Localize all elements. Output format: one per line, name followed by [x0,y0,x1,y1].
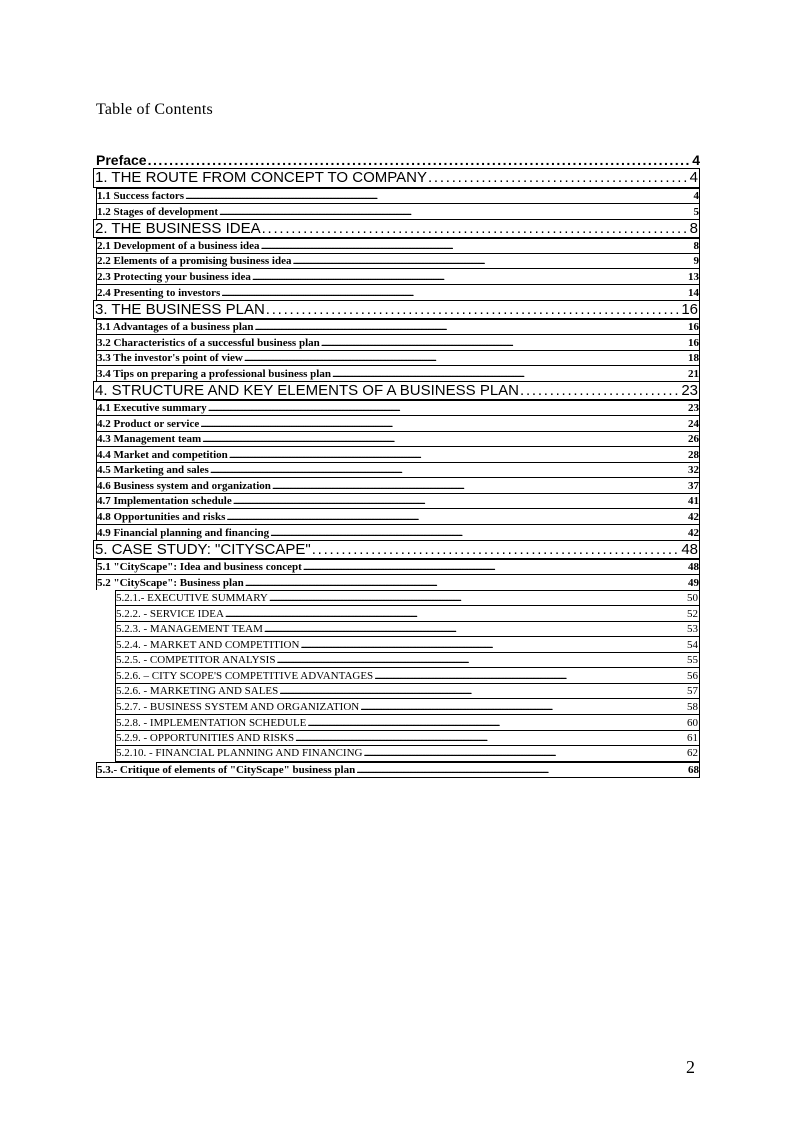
toc-entry-label: 5.2.7. - BUSINESS SYSTEM AND ORGANIZATION [116,701,360,713]
toc-entry-label: Preface [96,152,147,168]
toc-entry-label: 4.1 Executive summary [97,402,207,414]
toc-title: Table of Contents [96,101,213,118]
dot-leader [148,153,692,168]
toc-entry-page: 8 [693,240,699,252]
toc-entry-page: 26 [688,433,699,445]
toc-entry-label: 3.4 Tips on preparing a professional business plan [97,368,331,380]
dot-leader [262,220,689,237]
dot-leader [264,623,686,636]
toc-entry[interactable] [96,188,700,203]
dot-leader [374,669,686,683]
dot-leader [185,190,692,203]
toc-entry-label: 2. THE BUSINESS IDEA [95,220,261,237]
toc-entry[interactable] [96,400,700,415]
dot-leader [312,541,681,558]
dot-leader [307,716,686,730]
dot-leader [520,382,680,399]
toc-entry[interactable] [96,559,700,574]
toc-entry[interactable] [115,667,700,683]
dot-leader [252,270,687,284]
dot-leader [300,638,686,652]
toc-entry[interactable] [96,415,700,431]
toc-entry-page: 8 [689,220,698,237]
toc-entry-label: 2.4 Presenting to investors [97,287,221,299]
dot-leader [233,495,687,508]
toc-entry[interactable] [93,168,700,188]
toc-entry-label: 5.2.3. - MANAGEMENT TEAM [116,623,263,635]
dot-leader [295,732,686,745]
toc-entry-label: 5.2.9. - OPPORTUNITIES AND RISKS [116,732,295,744]
toc-entry[interactable] [96,431,700,446]
dot-leader [221,286,687,300]
dot-leader [321,336,687,350]
toc-entry[interactable] [115,714,700,730]
toc-entry-page: 55 [687,654,698,666]
toc-entry-label: 4.6 Business system and organization [97,480,271,492]
toc-entry[interactable] [96,508,700,524]
toc-entry-label: 5.2.5. - COMPETITOR ANALYSIS [116,654,276,666]
toc-entry-page: 32 [688,464,699,476]
toc-entry-page: 48 [688,561,699,573]
toc-entry[interactable] [93,300,700,319]
dot-leader [226,510,687,524]
toc-entry-label: 3.1 Advantages of a business plan [97,321,254,333]
toc-entry[interactable] [96,151,700,168]
toc-entry-page: 21 [688,368,699,380]
toc-entry-label: 3.3 The investor's point of view [97,352,243,364]
toc-entry-page: 24 [688,418,699,430]
toc-entry-label: 1.1 Success factors [97,190,185,202]
dot-leader [202,433,687,446]
dot-leader [219,205,693,219]
toc-entry-page: 61 [687,732,698,744]
toc-entry[interactable] [96,477,700,493]
toc-entry-page: 16 [688,321,699,333]
toc-entry-page: 5 [693,206,699,218]
dot-leader [356,763,687,777]
toc-entry-label: 4.7 Implementation schedule [97,495,232,507]
dot-leader [200,417,687,431]
page-number: 2 [686,1057,695,1077]
toc-entry[interactable] [115,605,700,621]
toc-entry-page: 16 [688,337,699,349]
toc-entry-page: 68 [688,764,699,776]
toc-entry[interactable] [115,621,700,636]
toc-entry-label: 3.2 Characteristics of a successful business plan [97,337,320,349]
dot-leader [266,301,681,318]
toc-entry[interactable] [115,683,700,698]
toc-entry[interactable] [115,698,700,714]
toc-entry-page: 60 [687,717,698,729]
toc-entry-label: 1. THE ROUTE FROM CONCEPT TO COMPANY [95,169,427,186]
toc-entry[interactable] [96,238,700,253]
toc-entry-page: 23 [688,402,699,414]
toc-entry[interactable] [115,730,700,745]
dot-leader [276,654,686,667]
toc-entry[interactable] [96,334,700,350]
dot-leader [244,352,687,365]
toc-entry-page: 57 [687,685,698,697]
dot-leader [245,576,687,590]
toc-entry[interactable] [96,284,700,300]
toc-entry-label: 5. CASE STUDY: "CITYSCAPE" [95,541,311,558]
toc-entry-page: 41 [688,495,699,507]
toc-entry-page: 54 [687,639,698,651]
toc-entry[interactable] [115,745,700,762]
toc-entry-page: 18 [688,352,699,364]
toc-entry[interactable] [96,493,700,508]
toc-entry[interactable] [96,365,700,381]
toc-entry-page: 14 [688,287,699,299]
toc-entry-label: 2.2 Elements of a promising business idea [97,255,292,267]
toc-entry[interactable] [96,574,700,590]
toc-entry-page: 53 [687,623,698,635]
toc-entry-page: 52 [687,608,698,620]
toc-entry-label: 5.2.1.- EXECUTIVE SUMMARY [116,592,268,604]
toc-entry[interactable] [96,268,700,284]
toc-entry[interactable] [96,319,700,334]
toc-entry-page: 58 [687,701,698,713]
dot-leader [261,240,693,253]
toc-entry-page: 16 [681,301,698,318]
dot-leader [255,321,688,334]
dot-leader [292,255,692,268]
toc-entry[interactable] [96,253,700,268]
dot-leader [225,607,686,621]
toc-entry-label: 4.4 Market and competition [97,449,228,461]
toc-entry-page: 42 [688,527,699,539]
toc-entry[interactable] [96,350,700,365]
toc-entry-label: 5.2.6. - MARKETING AND SALES [116,685,279,697]
toc-entry[interactable] [96,462,700,477]
dot-leader [363,746,686,761]
toc-entry-label: 2.1 Development of a business idea [97,240,260,252]
dot-leader [208,402,687,415]
toc-entry-page: 48 [681,541,698,558]
dot-leader [272,479,687,493]
toc-entry-label: 2.3 Protecting your business idea [97,271,251,283]
toc-entry-label: 4.2 Product or service [97,418,200,430]
toc-entry-label: 1.2 Stages of development [97,206,218,218]
toc-entry-label: 5.2.4. - MARKET AND COMPETITION [116,639,300,651]
dot-leader [428,169,689,187]
dot-leader [303,561,687,574]
toc-entry-label: 4. STRUCTURE AND KEY ELEMENTS OF A BUSINESS PLAN [95,382,520,399]
dot-leader [269,592,686,605]
toc-entry-page: 23 [681,382,698,399]
toc-entry[interactable] [115,652,700,667]
toc-entry[interactable] [115,590,700,605]
toc-entry-label: 4.9 Financial planning and financing [97,527,270,539]
toc-entry-page: 37 [688,480,699,492]
dot-leader [210,464,687,477]
toc-entry-label: 4.5 Marketing and sales [97,464,209,476]
toc-entry[interactable] [93,381,700,400]
toc-entry-label: 5.2 "CityScape": Business plan [97,577,244,589]
toc-entry[interactable] [93,219,700,238]
toc-entry-page: 4 [692,152,700,168]
toc-entry-label: 4.3 Management team [97,433,202,445]
toc-entry[interactable] [96,762,700,778]
toc-entry[interactable] [96,203,700,219]
toc-entry-label: 5.2.10. - FINANCIAL PLANNING AND FINANCING [116,747,363,759]
toc-entry[interactable] [96,524,700,540]
toc-entry[interactable] [115,636,700,652]
dot-leader [332,367,687,381]
toc-entry[interactable] [93,540,700,559]
toc-entry-page: 62 [687,747,698,759]
toc-entry-label: 5.2.2. - SERVICE IDEA [116,608,224,620]
toc-entry-label: 5.3.- Critique of elements of "CityScape" business plan [97,764,356,776]
toc-entry-page: 9 [693,255,699,267]
dot-leader [360,700,686,714]
toc-entry-label: 3. THE BUSINESS PLAN [95,301,265,318]
dot-leader [229,448,687,462]
dot-leader [279,685,686,698]
toc-entry-page: 4 [689,169,698,186]
toc-entry-page: 13 [688,271,699,283]
toc-entry-page: 4 [693,190,699,202]
toc-entry-label: 5.2.6. – CITY SCOPE'S COMPETITIVE ADVANTAGES [116,670,374,682]
toc-entry-page: 42 [688,511,699,523]
toc-entry-page: 50 [687,592,698,604]
toc-entry-label: 4.8 Opportunities and risks [97,511,226,523]
toc-entry-page: 49 [688,577,699,589]
dot-leader [270,526,687,540]
toc-entry-label: 5.1 "CityScape": Idea and business concept [97,561,302,573]
toc-entry-page: 28 [688,449,699,461]
toc-entry-page: 56 [687,670,698,682]
toc-entry[interactable] [96,446,700,462]
toc-entry-label: 5.2.8. - IMPLEMENTATION SCHEDULE [116,717,307,729]
